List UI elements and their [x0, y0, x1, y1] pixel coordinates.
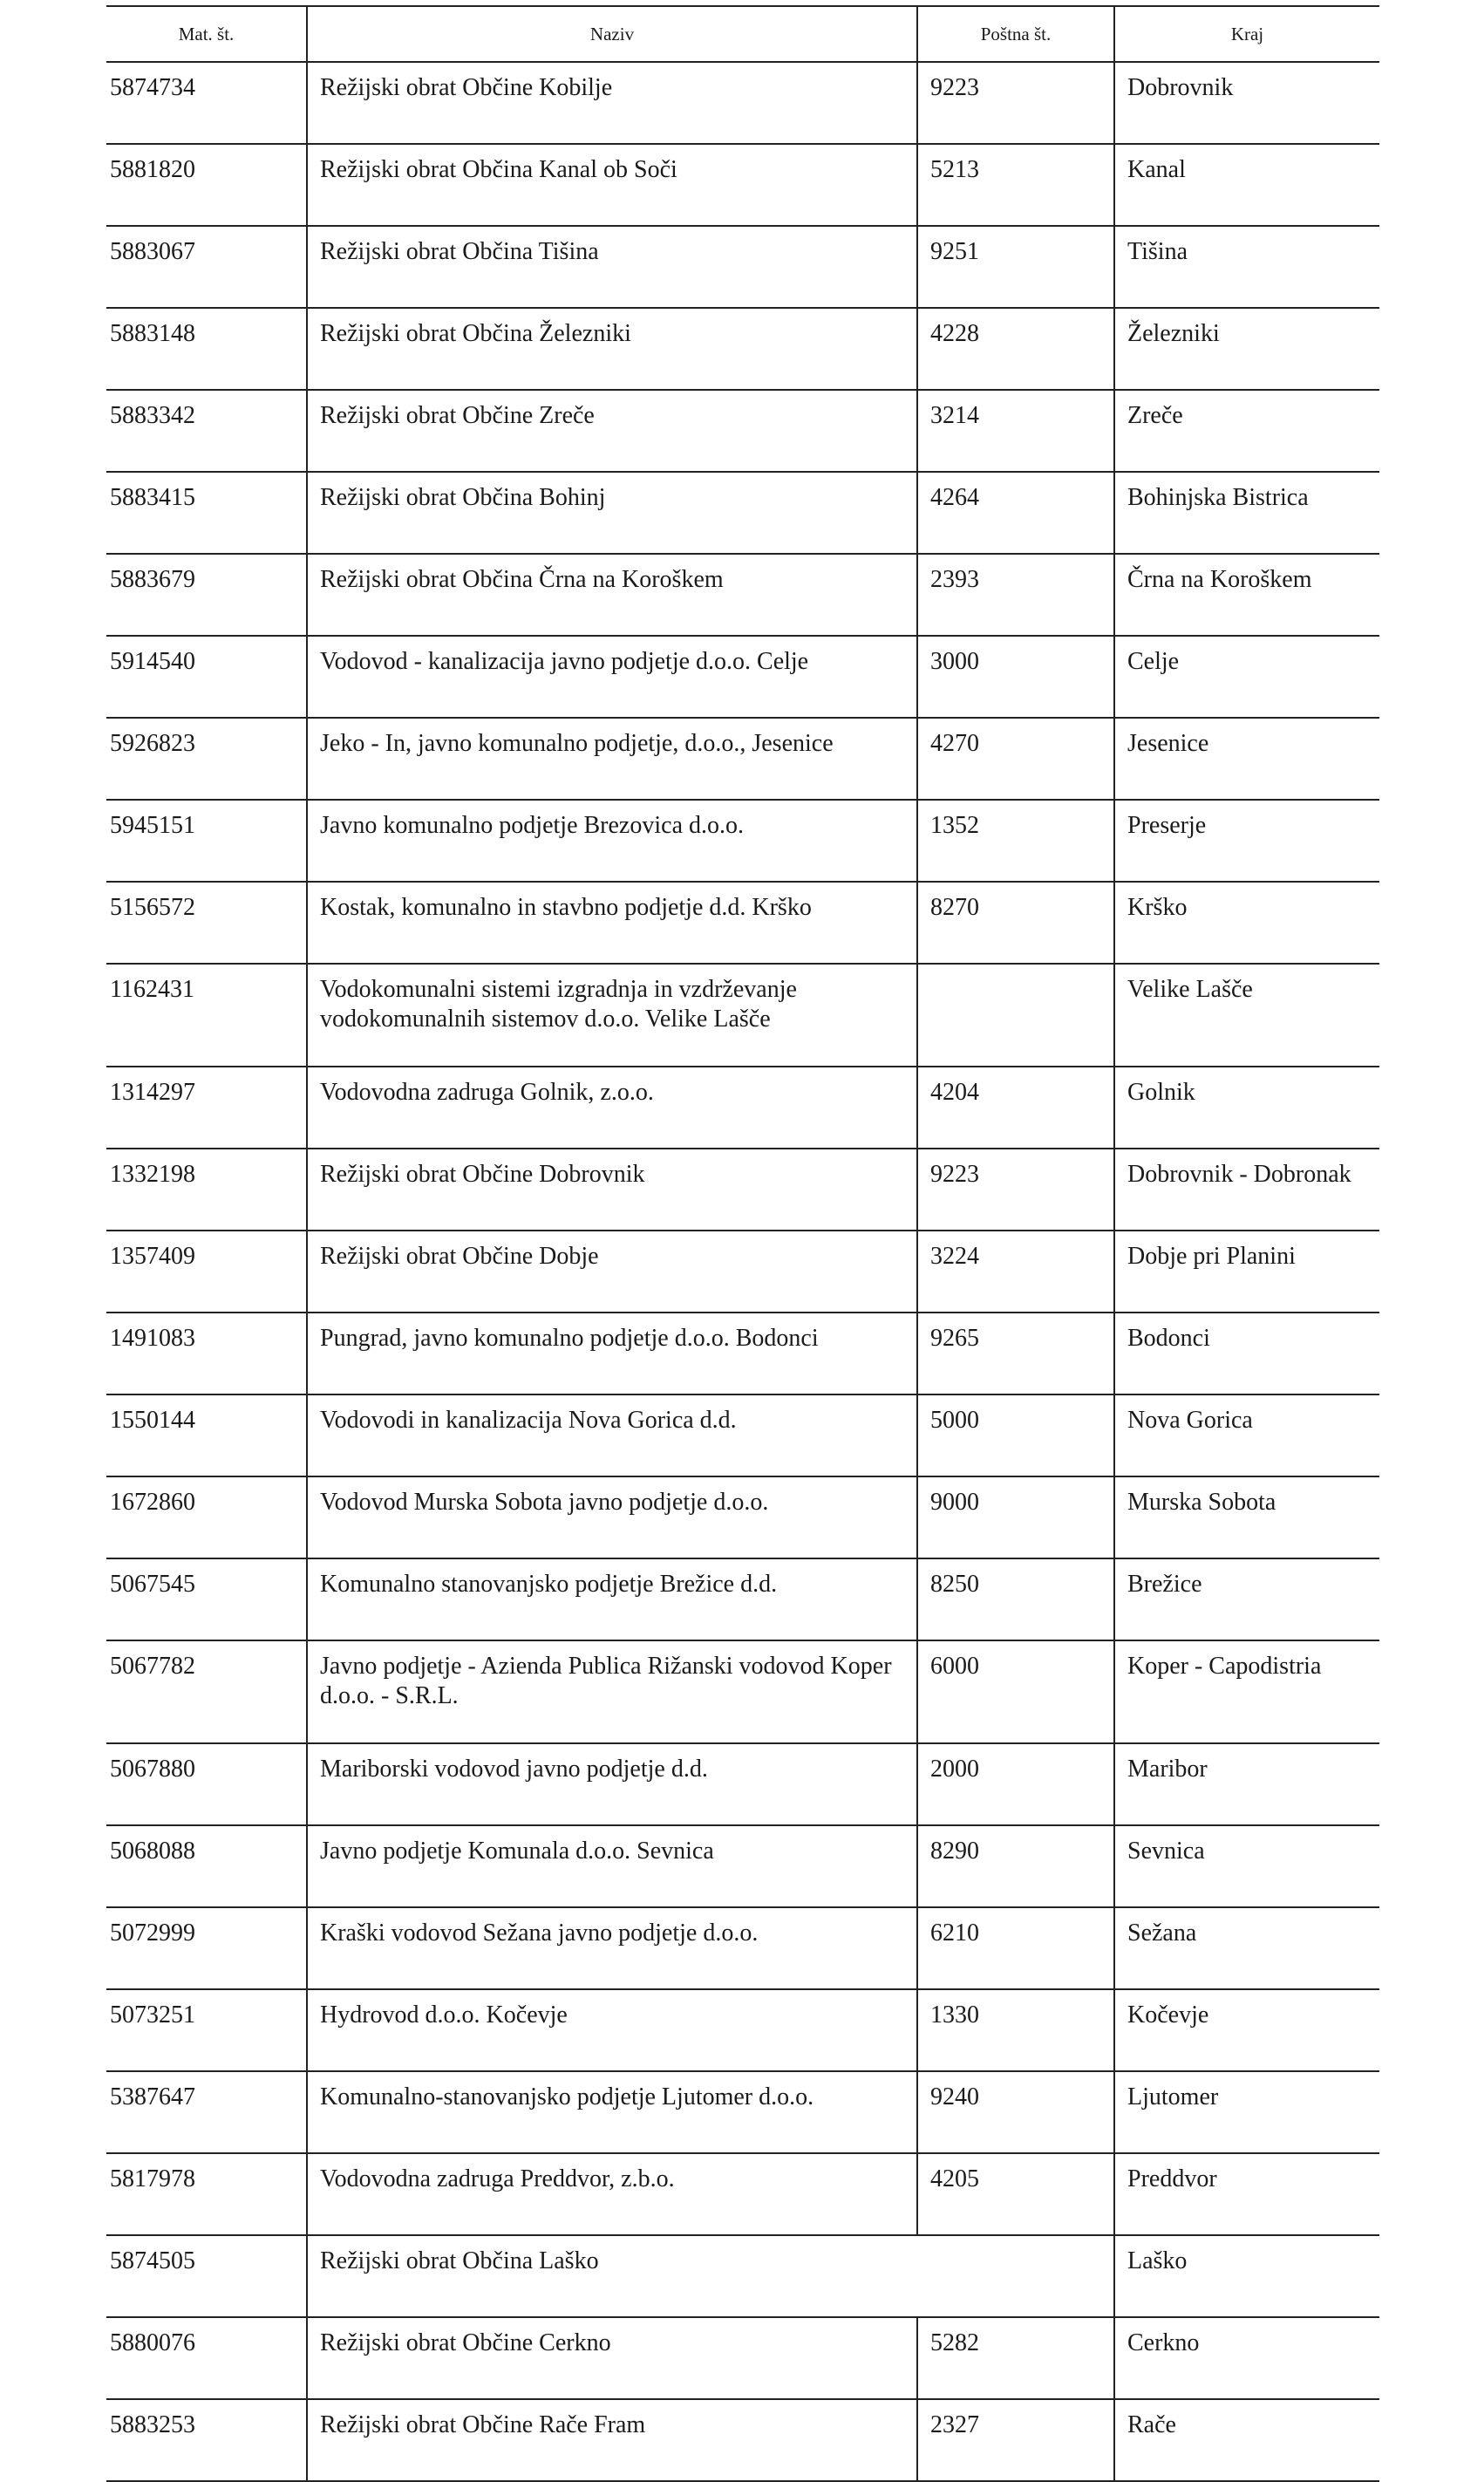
- cell-mat-st: 5883253: [106, 2399, 307, 2481]
- table-row: [106, 882, 1379, 964]
- table-row: [106, 1907, 1379, 1989]
- cell-mat-st: 5883067: [106, 226, 307, 308]
- cell-naziv: Mariborski vodovod javno podjetje d.d.: [307, 1743, 917, 1825]
- cell-postna-st: 8250: [917, 1558, 1114, 1640]
- cell-postna-st: 4205: [917, 2153, 1114, 2235]
- cell-kraj: Železniki: [1114, 308, 1379, 390]
- cell-naziv: Režijski obrat Občina Železniki: [307, 308, 917, 390]
- table-row: [106, 1067, 1379, 1149]
- cell-mat-st: 5068088: [106, 1825, 307, 1907]
- cell-postna-st: 9265: [917, 1313, 1114, 1394]
- table-row: [106, 1558, 1379, 1640]
- cell-postna-st: 5000: [917, 1394, 1114, 1476]
- cell-mat-st: 5067782: [106, 1640, 307, 1743]
- cell-kraj: Dobrovnik: [1114, 62, 1379, 144]
- cell-postna-st: 6210: [917, 1907, 1114, 1989]
- cell-mat-st: 1314297: [106, 1067, 307, 1149]
- cell-postna-st: 5282: [917, 2317, 1114, 2399]
- cell-postna-st: 8290: [917, 1825, 1114, 1907]
- cell-naziv: Komunalno-stanovanjsko podjetje Ljutomer d.o.o.: [307, 2071, 917, 2153]
- cell-naziv: Režijski obrat Občine Cerkno: [307, 2317, 917, 2399]
- cell-kraj: Jesenice: [1114, 718, 1379, 800]
- cell-kraj: Laško: [1114, 2235, 1379, 2317]
- register-table: [106, 5, 1379, 2482]
- cell-kraj: Ljutomer: [1114, 2071, 1379, 2153]
- cell-naziv: Kostak, komunalno in stavbno podjetje d.d. Krško: [307, 882, 917, 964]
- cell-kraj: Nova Gorica: [1114, 1394, 1379, 1476]
- table-row: [106, 1231, 1379, 1313]
- cell-postna-st: 4228: [917, 308, 1114, 390]
- cell-mat-st: 5387647: [106, 2071, 307, 2153]
- cell-kraj: Tišina: [1114, 226, 1379, 308]
- cell-postna-st: 9240: [917, 2071, 1114, 2153]
- table-row: [106, 1394, 1379, 1476]
- cell-mat-st: 5073251: [106, 1989, 307, 2071]
- cell-mat-st: 5874734: [106, 62, 307, 144]
- cell-kraj: Preddvor: [1114, 2153, 1379, 2235]
- cell-mat-st: 5883148: [106, 308, 307, 390]
- cell-postna-st: 6000: [917, 1640, 1114, 1743]
- cell-naziv: Režijski obrat Občina Laško: [307, 2235, 1114, 2317]
- cell-mat-st: 5817978: [106, 2153, 307, 2235]
- cell-postna-st: 2000: [917, 1743, 1114, 1825]
- cell-naziv: Režijski obrat Občine Dobje: [307, 1231, 917, 1313]
- table-row: [106, 1149, 1379, 1231]
- cell-kraj: Murska Sobota: [1114, 1476, 1379, 1558]
- cell-mat-st: 1332198: [106, 1149, 307, 1231]
- cell-naziv: Vodovodna zadruga Preddvor, z.b.o.: [307, 2153, 917, 2235]
- table-row: [106, 2235, 1379, 2317]
- cell-naziv: Režijski obrat Občina Tišina: [307, 226, 917, 308]
- cell-kraj: Črna na Koroškem: [1114, 554, 1379, 636]
- cell-postna-st: 9000: [917, 1476, 1114, 1558]
- cell-postna-st: 5213: [917, 144, 1114, 226]
- cell-kraj: Sevnica: [1114, 1825, 1379, 1907]
- cell-naziv: Režijski obrat Občine Dobrovnik: [307, 1149, 917, 1231]
- cell-naziv: Vodovodi in kanalizacija Nova Gorica d.d.: [307, 1394, 917, 1476]
- cell-kraj: Krško: [1114, 882, 1379, 964]
- cell-mat-st: 5156572: [106, 882, 307, 964]
- cell-mat-st: 5883679: [106, 554, 307, 636]
- table-header: [106, 6, 1379, 62]
- cell-kraj: Rače: [1114, 2399, 1379, 2481]
- table-row: [106, 472, 1379, 554]
- table-row: [106, 1313, 1379, 1394]
- table-row: [106, 2317, 1379, 2399]
- cell-mat-st: 5880076: [106, 2317, 307, 2399]
- header-naziv: Naziv: [307, 6, 917, 62]
- cell-kraj: Preserje: [1114, 800, 1379, 882]
- cell-naziv: Javno podjetje - Azienda Publica Rižanski vodovod Koper d.o.o. - S.R.L.: [307, 1640, 917, 1743]
- cell-mat-st: 1162431: [106, 964, 307, 1067]
- cell-kraj: Celje: [1114, 636, 1379, 718]
- table-row: [106, 308, 1379, 390]
- table-row: [106, 2399, 1379, 2481]
- cell-postna-st: 3000: [917, 636, 1114, 718]
- cell-mat-st: 1550144: [106, 1394, 307, 1476]
- cell-kraj: Koper - Capodistria: [1114, 1640, 1379, 1743]
- cell-kraj: Dobje pri Planini: [1114, 1231, 1379, 1313]
- cell-naziv: Režijski obrat Občina Črna na Koroškem: [307, 554, 917, 636]
- cell-postna-st: 9223: [917, 62, 1114, 144]
- cell-naziv: Vodovod Murska Sobota javno podjetje d.o.o.: [307, 1476, 917, 1558]
- table-row: [106, 964, 1379, 1067]
- cell-naziv: Režijski obrat Občina Kanal ob Soči: [307, 144, 917, 226]
- cell-naziv: Kraški vodovod Sežana javno podjetje d.o.o.: [307, 1907, 917, 1989]
- table-row: [106, 636, 1379, 718]
- cell-postna-st: 1352: [917, 800, 1114, 882]
- cell-mat-st: 5881820: [106, 144, 307, 226]
- cell-naziv: Jeko - In, javno komunalno podjetje, d.o.o., Jesenice: [307, 718, 917, 800]
- cell-postna-st: 8270: [917, 882, 1114, 964]
- cell-postna-st: 1330: [917, 1989, 1114, 2071]
- table-body: [106, 62, 1379, 2481]
- cell-kraj: Dobrovnik - Dobronak: [1114, 1149, 1379, 1231]
- cell-postna-st: 4264: [917, 472, 1114, 554]
- cell-kraj: Brežice: [1114, 1558, 1379, 1640]
- cell-naziv: Pungrad, javno komunalno podjetje d.o.o. Bodonci: [307, 1313, 917, 1394]
- cell-mat-st: 5926823: [106, 718, 307, 800]
- cell-mat-st: 5914540: [106, 636, 307, 718]
- cell-kraj: Kočevje: [1114, 1989, 1379, 2071]
- table-row: [106, 1743, 1379, 1825]
- header-row: [106, 6, 1379, 62]
- cell-naziv: Javno komunalno podjetje Brezovica d.o.o.: [307, 800, 917, 882]
- cell-kraj: Sežana: [1114, 1907, 1379, 1989]
- table-row: [106, 62, 1379, 144]
- table-row: [106, 390, 1379, 472]
- cell-kraj: Cerkno: [1114, 2317, 1379, 2399]
- cell-mat-st: 5067545: [106, 1558, 307, 1640]
- cell-mat-st: 1357409: [106, 1231, 307, 1313]
- cell-naziv: Vodokomunalni sistemi izgradnja in vzdrževanje vodokomunalnih sistemov d.o.o. Velike Lašče: [307, 964, 917, 1067]
- cell-naziv: Hydrovod d.o.o. Kočevje: [307, 1989, 917, 2071]
- cell-postna-st: 4204: [917, 1067, 1114, 1149]
- cell-postna-st: 9223: [917, 1149, 1114, 1231]
- cell-postna-st: 9251: [917, 226, 1114, 308]
- cell-naziv: Vodovodna zadruga Golnik, z.o.o.: [307, 1067, 917, 1149]
- table-row: [106, 1476, 1379, 1558]
- cell-postna-st: 3224: [917, 1231, 1114, 1313]
- table-row: [106, 1825, 1379, 1907]
- cell-naziv: Režijski obrat Občine Kobilje: [307, 62, 917, 144]
- cell-mat-st: 5883342: [106, 390, 307, 472]
- cell-kraj: Zreče: [1114, 390, 1379, 472]
- cell-postna-st: 4270: [917, 718, 1114, 800]
- cell-mat-st: 5072999: [106, 1907, 307, 1989]
- cell-mat-st: 5067880: [106, 1743, 307, 1825]
- cell-kraj: Golnik: [1114, 1067, 1379, 1149]
- cell-mat-st: 1672860: [106, 1476, 307, 1558]
- cell-mat-st: 5883415: [106, 472, 307, 554]
- cell-naziv: Režijski obrat Občine Rače Fram: [307, 2399, 917, 2481]
- cell-kraj: Kanal: [1114, 144, 1379, 226]
- cell-mat-st: 1491083: [106, 1313, 307, 1394]
- table-row: [106, 226, 1379, 308]
- cell-mat-st: 5945151: [106, 800, 307, 882]
- table-row: [106, 1640, 1379, 1743]
- cell-naziv: Vodovod - kanalizacija javno podjetje d.o.o. Celje: [307, 636, 917, 718]
- table-row: [106, 1989, 1379, 2071]
- cell-mat-st: 5874505: [106, 2235, 307, 2317]
- cell-kraj: Bohinjska Bistrica: [1114, 472, 1379, 554]
- cell-postna-st: 3214: [917, 390, 1114, 472]
- cell-naziv: Komunalno stanovanjsko podjetje Brežice d.d.: [307, 1558, 917, 1640]
- cell-postna-st: [917, 964, 1114, 1067]
- table-row: [106, 2153, 1379, 2235]
- cell-kraj: Velike Lašče: [1114, 964, 1379, 1067]
- table-row: [106, 144, 1379, 226]
- table-row: [106, 2071, 1379, 2153]
- cell-naziv: Javno podjetje Komunala d.o.o. Sevnica: [307, 1825, 917, 1907]
- header-mat-st: Mat. št.: [106, 6, 307, 62]
- cell-postna-st: 2327: [917, 2399, 1114, 2481]
- cell-naziv: Režijski obrat Občine Zreče: [307, 390, 917, 472]
- table-row: [106, 800, 1379, 882]
- header-postna-st: Poštna št.: [917, 6, 1114, 62]
- table-row: [106, 718, 1379, 800]
- cell-postna-st: 2393: [917, 554, 1114, 636]
- table-row: [106, 554, 1379, 636]
- header-kraj: Kraj: [1114, 6, 1379, 62]
- cell-naziv: Režijski obrat Občina Bohinj: [307, 472, 917, 554]
- cell-kraj: Maribor: [1114, 1743, 1379, 1825]
- cell-kraj: Bodonci: [1114, 1313, 1379, 1394]
